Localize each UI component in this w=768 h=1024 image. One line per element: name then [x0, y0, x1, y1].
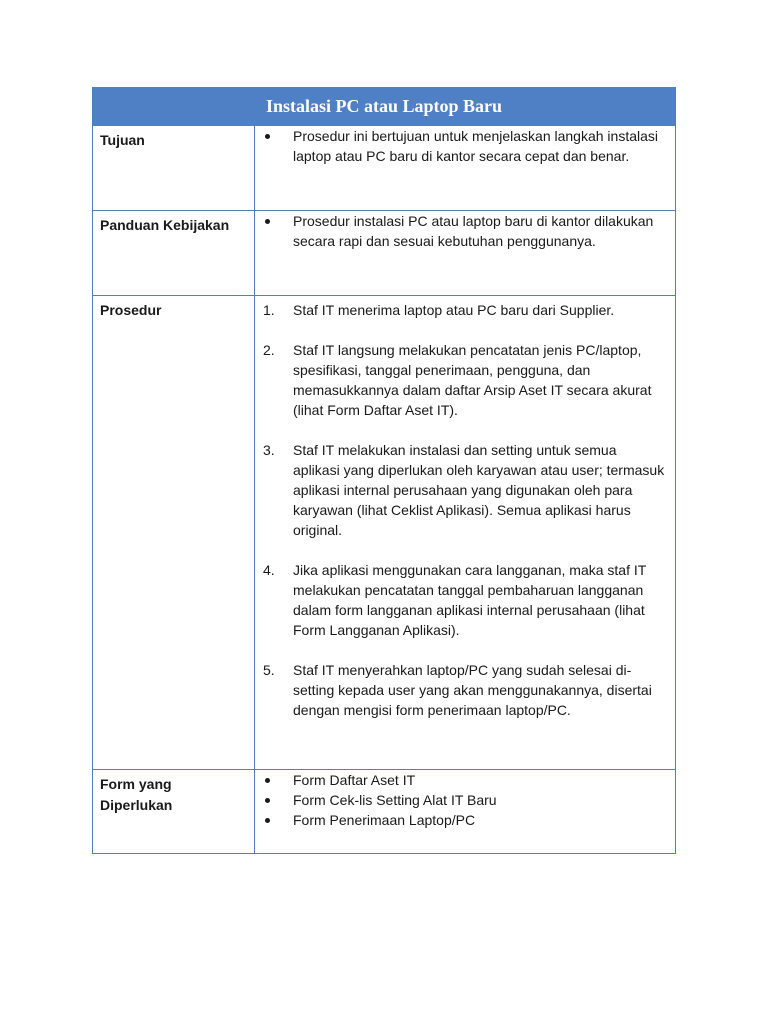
tujuan-bullet-list	[255, 126, 667, 166]
list-item-text: Form Cek-lis Setting Alat IT Baru	[293, 792, 497, 808]
row-content-tujuan	[255, 126, 676, 211]
list-item	[255, 790, 667, 810]
row-content-prosedur	[255, 296, 676, 770]
list-item	[255, 810, 667, 830]
step-number: 2.	[263, 342, 275, 358]
step-text: Staf IT menyerahkan laptop/PC yang sudah selesai di-setting kepada user yang akan menggunakannya, disertai dengan mengisi form penerimaan laptop/PC.	[293, 662, 652, 718]
list-item-text: Form Daftar Aset IT	[293, 772, 416, 788]
row-label-prosedur: Prosedur	[93, 296, 255, 770]
list-item	[255, 300, 667, 320]
table-row-form	[93, 770, 676, 854]
row-label-form	[93, 770, 255, 854]
list-item	[255, 340, 667, 420]
list-item-text: Prosedur ini bertujuan untuk menjelaskan langkah instalasi laptop atau PC baru di kantor secara cepat dan benar.	[293, 128, 658, 164]
table-row-tujuan	[93, 126, 676, 211]
row-label-panduan: Panduan Kebijakan	[93, 211, 255, 296]
step-number: 1.	[263, 302, 275, 318]
row-label-form-line2: Diperlukan	[100, 797, 173, 813]
list-item	[255, 126, 667, 166]
step-number: 4.	[263, 562, 275, 578]
step-number: 5.	[263, 662, 275, 678]
list-item	[255, 560, 667, 640]
list-item	[255, 770, 667, 790]
procedure-table	[92, 87, 676, 854]
form-bullet-list	[255, 770, 667, 830]
step-text: Jika aplikasi menggunakan cara langganan, maka staf IT melakukan pencatatan tanggal pembaharuan langganan dalam form langganan aplikasi internal perusahaan (lihat Form Langganan Aplikasi).	[293, 562, 647, 638]
step-number: 3.	[263, 442, 275, 458]
step-text: Staf IT menerima laptop atau PC baru dari Supplier.	[293, 302, 615, 318]
bullet-icon	[265, 818, 270, 823]
bullet-icon	[265, 219, 270, 224]
bullet-icon	[265, 778, 270, 783]
row-content-panduan	[255, 211, 676, 296]
list-item	[255, 211, 667, 251]
list-item	[255, 440, 667, 540]
list-item-text: Prosedur instalasi PC atau laptop baru di kantor dilakukan secara rapi dan sesuai kebutuhan penggunanya.	[293, 213, 654, 249]
step-text: Staf IT langsung melakukan pencatatan jenis PC/laptop, spesifikasi, tanggal penerimaan, pengguna, dan memasukkannya dalam daftar Arsip Aset IT secara akurat (lihat Form Daftar Aset IT).	[293, 342, 652, 418]
row-label-tujuan: Tujuan	[93, 126, 255, 211]
document-title: Instalasi PC atau Laptop Baru	[93, 88, 676, 126]
table-row-prosedur	[93, 296, 676, 770]
table-row-panduan	[93, 211, 676, 296]
bullet-icon	[265, 798, 270, 803]
list-item-text: Form Penerimaan Laptop/PC	[293, 812, 476, 828]
prosedur-step-list	[255, 296, 667, 720]
row-content-form	[255, 770, 676, 854]
row-label-form-line1: Form yang	[100, 776, 172, 792]
bullet-icon	[265, 134, 270, 139]
panduan-bullet-list	[255, 211, 667, 251]
table-header-row	[93, 88, 676, 126]
step-text: Staf IT melakukan instalasi dan setting untuk semua aplikasi yang diperlukan oleh karyawan atau user; termasuk aplikasi internal perusahaan yang digunakan oleh para karyawan (lihat Ceklist Aplikasi). Semua aplikasi harus original.	[293, 442, 665, 538]
list-item	[255, 660, 667, 720]
